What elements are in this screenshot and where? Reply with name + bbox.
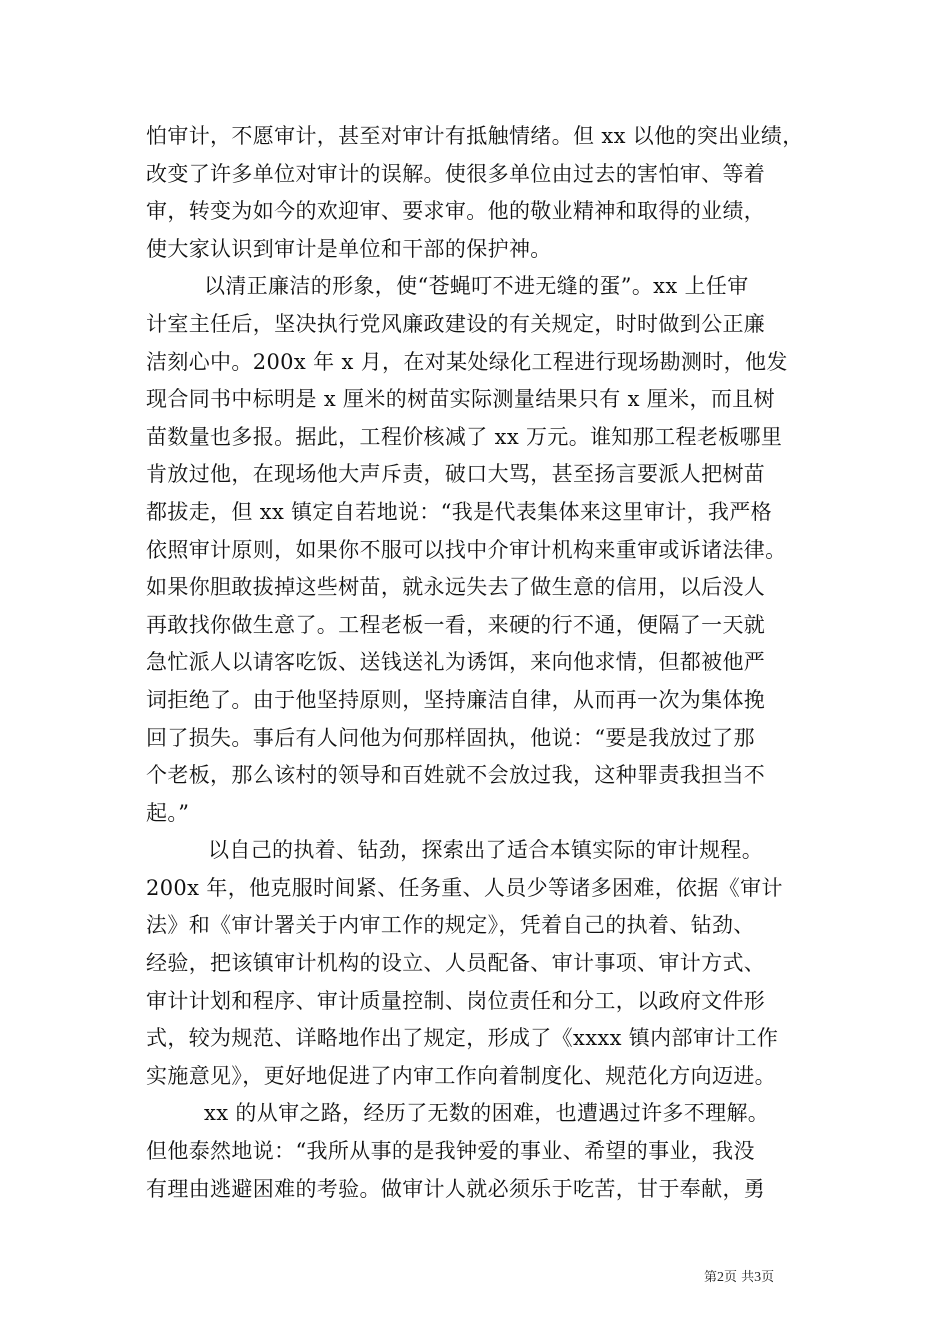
text-line: 改变了许多单位对审计的误解。使很多单位由过去的害怕审、等着 [146, 161, 766, 186]
text-line: 词拒绝了。由于他坚持原则，坚持廉洁自律，从而再一次为集体挽 [146, 687, 766, 712]
text-line: 依照审计原则，如果你不服可以找中介审计机构来重审或诉诸法律。 [146, 537, 787, 562]
text-line: 使大家认识到审计是单位和干部的保护神。 [146, 236, 552, 261]
paragraph-first-line: 以自己的执着、钻劲，探索出了适合本镇实际的审计规程。 [208, 838, 764, 863]
text-line: 洁刻心中。200x 年 x 月，在对某处绿化工程进行现场勘测时，他发 [146, 349, 788, 374]
text-line: 怕审计，不愿审计，甚至对审计有抵触情绪。但 xx 以他的突出业绩， [146, 124, 804, 148]
total-pages-number: 3 [754, 1270, 762, 1285]
text-line: 计室主任后，坚决执行党风廉政建设的有关规定，时时做到公正廉 [146, 311, 766, 336]
text-line: 实施意见》，更好地促进了内审工作向着制度化、规范化方向迈进。 [146, 1063, 776, 1088]
text-line: 200x 年，他克服时间紧、任务重、人员少等诸多困难，依据《审计 [146, 875, 783, 900]
text-line: 如果你胆敢拔掉这些树苗，就永远失去了做生意的信用，以后没人 [146, 575, 766, 600]
page-footer [704, 1270, 774, 1286]
paragraph-first-line: xx 的从审之路，经历了无数的困难，也遭遇过许多不理解。 [204, 1101, 770, 1126]
text-line: 苗数量也多报。据此，工程价核减了 xx 万元。谁知那工程老板哪里 [146, 424, 783, 449]
text-line: 回了损失。事后有人问他为何那样固执，他说：“要是我放过了那 [146, 725, 755, 750]
text-line: 经验，把该镇审计机构的设立、人员配备、审计事项、审计方式、 [146, 951, 766, 976]
text-line: 都拔走，但 xx 镇定自若地说：“我是代表集体来这里审计，我严格 [146, 499, 772, 524]
text-line: 但他泰然地说：“我所从事的是我钟爱的事业、希望的事业，我没 [146, 1139, 755, 1164]
footer-prefix: 第 [704, 1270, 718, 1285]
current-page-number: 2 [717, 1270, 725, 1285]
text-line: 再敢找你做生意了。工程老板一看，来硬的行不通，便隔了一天就 [146, 612, 766, 637]
text-line: 式，较为规范、详略地作出了规定，形成了《xxxx 镇内部审计工作 [146, 1026, 779, 1051]
text-line: 有理由逃避困难的考验。做审计人就必须乐于吃苦，甘于奉献，勇 [146, 1176, 766, 1201]
paragraph-first-line: 以清正廉洁的形象，使“苍蝇叮不进无缝的蛋”。xx 上任审 [204, 274, 749, 299]
body-text [146, 118, 810, 1208]
text-line: 起。” [146, 800, 190, 825]
text-line: 审计计划和程序、审计质量控制、岗位责任和分工，以政府文件形 [146, 988, 766, 1013]
text-line: 急忙派人以请客吃饭、送钱送礼为诱饵，来向他求情，但都被他严 [146, 650, 766, 675]
text-line: 法》和《审计署关于内审工作的规定》，凭着自己的执着、钻劲、 [146, 913, 755, 938]
footer-suffix: 页 [761, 1270, 775, 1285]
text-line: 肯放过他，在现场他大声斥责，破口大骂，甚至扬言要派人把树苗 [146, 462, 766, 487]
text-line: 现合同书中标明是 x 厘米的树苗实际测量结果只有 x 厘米，而且树 [146, 387, 775, 412]
footer-middle: 页 共 [724, 1270, 755, 1285]
text-line: 审，转变为如今的欢迎审、要求审。他的敬业精神和取得的业绩， [146, 199, 766, 224]
text-line: 个老板，那么该村的领导和百姓就不会放过我，这种罪责我担当不 [146, 763, 766, 788]
